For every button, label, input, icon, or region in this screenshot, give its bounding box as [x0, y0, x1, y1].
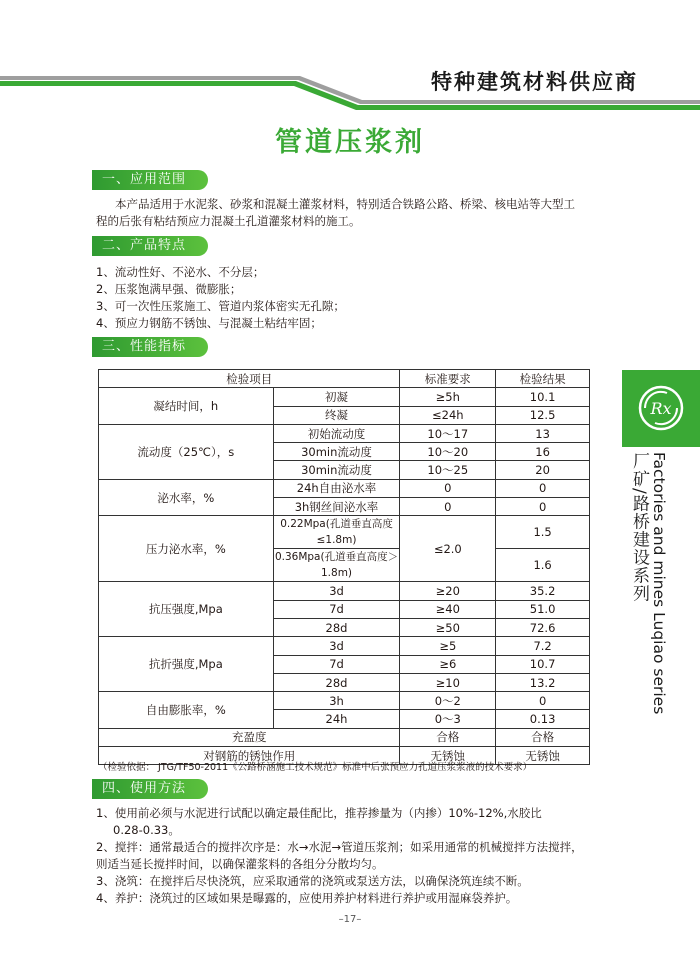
group-label: 压力泌水率，%: [99, 516, 274, 582]
table-cell: 3d: [273, 582, 400, 600]
test-basis-note: （检验依据： JTG/TF50-2011《公路桥涵施工技术规范》标准中后张预应力孔道压浆浆液的技术要求）: [98, 762, 533, 773]
scope-line-1: 本产品适用于水泥浆、砂浆和混凝土灌浆材料，特别适合铁路公路、桥梁、核电站等大型工: [115, 197, 575, 211]
table-cell: 0: [496, 479, 590, 497]
section-usage-badge: 四、使用方法: [92, 779, 208, 799]
table-cell: 0.22Mpa(孔道垂直高度≤1.8m): [273, 516, 400, 549]
table-cell: 1.6: [496, 549, 590, 582]
table-cell: 充盈度: [99, 728, 400, 746]
table-row: [99, 637, 590, 655]
table-cell: 35.2: [496, 582, 590, 600]
table-cell: 3h钢丝间泌水率: [273, 498, 400, 516]
section-features-badge: 二、产品特点: [92, 236, 208, 256]
company-logo: [637, 384, 685, 432]
table-cell: 无锈蚀: [496, 747, 590, 765]
logo-letters: Rx: [650, 399, 672, 418]
table-cell: 初凝: [273, 388, 400, 406]
section-performance-badge: 三、性能指标: [92, 337, 208, 357]
table-row: [99, 516, 590, 549]
table-cell: 初始流动度: [273, 424, 400, 442]
table-cell: 30min流动度: [273, 443, 400, 461]
table-cell: 13: [496, 424, 590, 442]
group-label: 凝结时间，h: [99, 388, 274, 425]
table-row: [99, 479, 590, 497]
table-cell: 10.7: [496, 655, 590, 673]
table-cell: 0: [496, 692, 590, 710]
group-label: 泌水率，%: [99, 479, 274, 516]
table-row: [99, 692, 590, 710]
usage-step: 2、搅拌：通常最适合的搅拌次序是：水→水泥→管道压浆剂；如采用通常的机械搅拌方法搅拌，: [96, 840, 583, 854]
table-cell: 28d: [273, 673, 400, 691]
table-cell: ≥50: [400, 618, 496, 636]
table-cell: 7.2: [496, 637, 590, 655]
usage-step: 3、浇筑：在搅拌后尽快浇筑，应采取通常的浇筑或泵送方法，以确保浇筑连续不断。: [96, 874, 529, 888]
table-cell: 51.0: [496, 600, 590, 618]
table-cell: 终凝: [273, 406, 400, 424]
table-cell: ≤2.0: [400, 516, 496, 582]
page-title: 管道压浆剂: [275, 127, 425, 158]
side-tab: [622, 370, 700, 447]
table-header-row: [99, 370, 590, 388]
header-title: 特种建筑材料供应商: [431, 70, 638, 94]
table-cell: 0: [400, 479, 496, 497]
table-cell: ≥20: [400, 582, 496, 600]
group-label: 抗折强度,Mpa: [99, 637, 274, 692]
table-cell: 0～2: [400, 692, 496, 710]
table-cell: 合格: [400, 728, 496, 746]
table-cell: 0.13: [496, 710, 590, 728]
feature-item: 3、可一次性压浆施工、管道内浆体密实无孔隙；: [96, 299, 345, 313]
performance-table: [98, 369, 590, 765]
table-row: [99, 388, 590, 406]
usage-step-cont: 0.28-0.33。: [113, 823, 180, 837]
table-cell: 3h: [273, 692, 400, 710]
table-cell: 12.5: [496, 406, 590, 424]
group-label: 自由膨胀率，%: [99, 692, 274, 729]
table-cell: ≥5: [400, 637, 496, 655]
section-scope-badge: 一、应用范围: [92, 170, 208, 190]
table-cell: ≥40: [400, 600, 496, 618]
feature-item: 2、压浆饱满早强、微膨胀；: [96, 282, 242, 296]
table-cell: 7d: [273, 600, 400, 618]
group-label: 抗压强度,Mpa: [99, 582, 274, 637]
table-cell: ≤24h: [400, 406, 496, 424]
table-cell: 24h: [273, 710, 400, 728]
table-cell: 13.2: [496, 673, 590, 691]
table-cell: 10.1: [496, 388, 590, 406]
table-cell: 72.6: [496, 618, 590, 636]
table-cell: 10～17: [400, 424, 496, 442]
page-number: –17–: [338, 914, 362, 925]
table-cell: 3d: [273, 637, 400, 655]
table-row: [99, 582, 590, 600]
table-cell: 合格: [496, 728, 590, 746]
table-row: [99, 424, 590, 442]
table-cell: 20: [496, 461, 590, 479]
table-cell: 16: [496, 443, 590, 461]
table-row: [99, 728, 590, 746]
side-series-en: Factories and mines Luqiao series: [650, 452, 668, 715]
usage-step: 1、使用前必须与水泥进行试配以确定最佳配比，推荐掺量为（内掺）10%-12%,水胶比: [96, 806, 542, 820]
table-cell: ≥5h: [400, 388, 496, 406]
group-label: 流动度（25℃），s: [99, 424, 274, 479]
table-cell: 0: [400, 498, 496, 516]
table-cell: 7d: [273, 655, 400, 673]
table-cell: 10～25: [400, 461, 496, 479]
scope-line-2: 程的后张有粘结预应力混凝土孔道灌浆材料的施工。: [96, 214, 361, 228]
table-cell: ≥10: [400, 673, 496, 691]
table-cell: 0～3: [400, 710, 496, 728]
table-cell: 无锈蚀: [400, 747, 496, 765]
table-cell: 对钢筋的锈蚀作用: [99, 747, 400, 765]
table-cell: 28d: [273, 618, 400, 636]
table-header: 标准要求: [400, 370, 496, 388]
table-cell: 24h自由泌水率: [273, 479, 400, 497]
usage-step-cont: 则适当延长搅拌时间，以确保灌浆料的各组分分散均匀。: [96, 857, 384, 871]
table-cell: 0.36Mpa(孔道垂直高度＞1.8m): [273, 549, 400, 582]
table-cell: ≥6: [400, 655, 496, 673]
table-header: 检验项目: [99, 370, 400, 388]
side-series-cn: 厂矿/路桥建设系列: [629, 452, 649, 603]
feature-item: 1、流动性好、不泌水、不分层；: [96, 265, 265, 279]
table-cell: 1.5: [496, 516, 590, 549]
feature-item: 4、预应力钢筋不锈蚀、与混凝土粘结牢固；: [96, 316, 322, 330]
usage-step: 4、养护：浇筑过的区域如果是曝露的，应使用养护材料进行养护或用湿麻袋养护。: [96, 891, 518, 905]
table-cell: 10～20: [400, 443, 496, 461]
table-cell: 30min流动度: [273, 461, 400, 479]
table-header: 检验结果: [496, 370, 590, 388]
table-cell: 0: [496, 498, 590, 516]
